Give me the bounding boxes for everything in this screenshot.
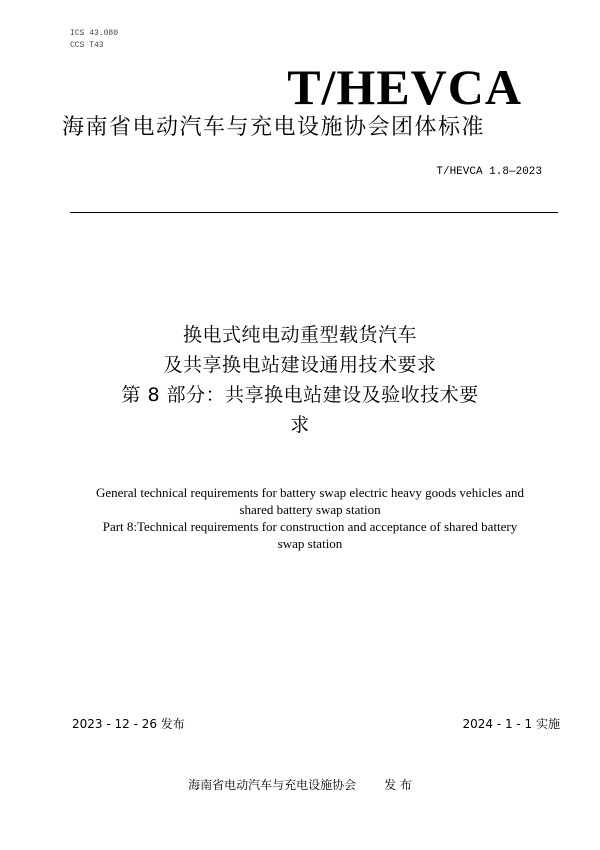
ics-code: ICS 43.080: [70, 29, 119, 38]
chinese-title-line: 及共享换电站建设通用技术要求: [163, 354, 437, 376]
english-title: [60, 484, 560, 552]
chinese-title-line: 换电式纯电动重型载货汽车: [182, 324, 417, 346]
issue-date: 2023 - 12 - 26 发布: [72, 717, 185, 731]
header-divider: [70, 212, 558, 213]
english-title-line: shared battery swap station: [239, 502, 381, 517]
chinese-title-line: 求: [290, 414, 310, 436]
chinese-title: [60, 320, 540, 440]
chinese-title-line: 第 8 部分：共享换电站建设及验收技术要: [121, 384, 479, 406]
classification-codes: [70, 28, 118, 52]
english-title-line: Part 8:Technical requirements for construction and acceptance of shared battery: [102, 519, 518, 534]
english-title-line: General technical requirements for battery swap electric heavy goods vehicles and: [95, 485, 525, 500]
publisher-name: 海南省电动汽车与充电设施协会: [188, 778, 357, 792]
publisher-line: [0, 777, 600, 793]
standard-number: T/HEVCA 1.8—2023: [436, 166, 542, 178]
ccs-code: CCS T43: [70, 41, 104, 50]
implementation-date: 2024 - 1 - 1 实施: [462, 717, 560, 731]
publish-label: 发 布: [384, 778, 412, 792]
english-title-line: swap station: [277, 536, 343, 551]
standard-logo: T/HEVCA: [287, 59, 522, 115]
organization-title: 海南省电动汽车与充电设施协会团体标准: [62, 115, 486, 140]
